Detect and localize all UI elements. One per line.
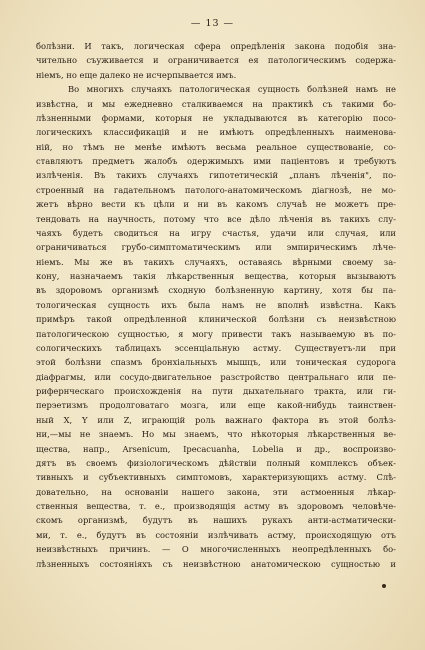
text-line: строенный на гадательномъ патолого-анатомическомъ діагнозѣ, не мо- bbox=[36, 184, 396, 195]
text-line: излѣченія. Въ такихъ случаяхъ гипотетическій „планъ лѣченія", по- bbox=[36, 170, 396, 181]
text-line: скомъ организмѣ, будутъ въ нашихъ рукахъ анти-астматически- bbox=[36, 515, 396, 526]
body-text bbox=[36, 39, 396, 571]
text-line: тивныхъ и субъективныхъ симптомовъ, характеризующихъ астму. Слѣ- bbox=[36, 472, 396, 483]
text-line: чительно съуживается и ограничивается ея патологическимъ содержа- bbox=[36, 55, 396, 66]
text-line: тендовать на научность, потому что все дѣло лѣченія въ такихъ слу- bbox=[36, 213, 396, 224]
text-line: щества, напр., Arsenicum, Ipecacuanha, Lobelia и др., воспроизво- bbox=[36, 443, 396, 454]
page-number: — 13 — bbox=[190, 18, 235, 29]
text-line: діафрагмы, или сосудо-двигательное разстройство центральнаго или пе- bbox=[36, 371, 396, 382]
text-line: сологическихъ таблицахъ эссенціальную астму. Существуетъ-ли при bbox=[36, 342, 396, 353]
text-line: ній, но тѣмъ не менѣе имѣютъ весьма реальное существованіе, со- bbox=[36, 141, 396, 152]
text-line: дятъ въ своемъ физіологическомъ дѣйствіи полный комплексъ объек- bbox=[36, 457, 396, 468]
paragraph-start-line: Во многихъ случаяхъ патологическая сущность болѣзней намъ не bbox=[68, 84, 396, 95]
text-line: неизвѣстныхъ причинъ. — О многочисленныхъ неопредѣленныхъ бо- bbox=[36, 544, 396, 555]
text-line: примѣръ такой опредѣленной клинической болѣзни съ неизвѣстною bbox=[36, 314, 396, 325]
text-line: ніемъ. Мы же въ такихъ случаяхъ, оставаясь вѣрными своему за- bbox=[36, 256, 396, 267]
text-line: ніемъ, но еще далеко не исчерпывается имъ. bbox=[36, 69, 237, 80]
text-line: ный X, Y или Z, играющій роль важнаго фактора въ этой болѣз- bbox=[36, 414, 396, 425]
text-line: рифернческаго происхожденія на пути дыхательнаго тракта, или ги- bbox=[36, 386, 396, 396]
text-line: въ здоровомъ организмѣ сходную болѣзненную картину, хотя бы па- bbox=[36, 285, 396, 296]
text-line: жетъ вѣрно вести къ цѣли и ни въ какомъ случаѣ не можетъ пре- bbox=[36, 199, 396, 210]
text-line: перэетизмъ продолговатаго мозга, или еще какой-нибудь таинствен- bbox=[36, 400, 396, 411]
text-line: тологическая сущность ихъ была намъ не вполнѣ извѣстна. Какъ bbox=[36, 299, 396, 310]
text-line: извѣстна, и мы ежедневно сталкиваемся на практикѣ съ такими бо- bbox=[36, 98, 396, 109]
text-line: ограничиваться грубо-симптоматическимъ или эмпирическимъ лѣче- bbox=[36, 242, 396, 253]
text-line: ственныя вещества, т. е., производящія астму въ здоровомъ человѣче- bbox=[36, 501, 396, 511]
ink-spot bbox=[382, 584, 386, 588]
text-line: болѣзни. И такъ, логическая сфера опредѣленія закона подобія зна- bbox=[36, 41, 396, 51]
text-line: этой болѣзни спазмъ бронхіальныхъ мышцъ, или тоническая судорога bbox=[36, 357, 396, 368]
text-line: ми, т. е., будутъ въ состояніи излѣчивать астму, происходящую отъ bbox=[36, 529, 396, 540]
text-line: ни,—мы не знаемъ. Но мы знаемъ, что нѣкоторыя лѣкарственныя ве- bbox=[36, 429, 396, 440]
text-line: ставляютъ предметъ жалобъ одержимыхъ ими паціентовъ и требуютъ bbox=[36, 156, 396, 166]
text-line: довательно, на основаніи нашего закона, эти астмоенныя лѣкар- bbox=[36, 486, 396, 497]
text-line: логическихъ классификацій и не имѣютъ опредѣленныхъ наименова- bbox=[36, 127, 396, 138]
text-line: лѣзненныхъ состояніяхъ съ неизвѣстною анатомическою сущностью и bbox=[36, 558, 396, 569]
text-line: чаяхъ будетъ сводиться на игру счастья, удачи или случая, или bbox=[36, 227, 396, 238]
text-line: патологическою сущностью, я могу привести такъ называемую въ по- bbox=[36, 328, 396, 339]
text-line: лѣзненными формами, которыя не укладываются въ категорію посо- bbox=[36, 112, 396, 123]
text-line: кону, назначаемъ такія лѣкарственныя вещества, которыя вызываютъ bbox=[36, 271, 396, 281]
